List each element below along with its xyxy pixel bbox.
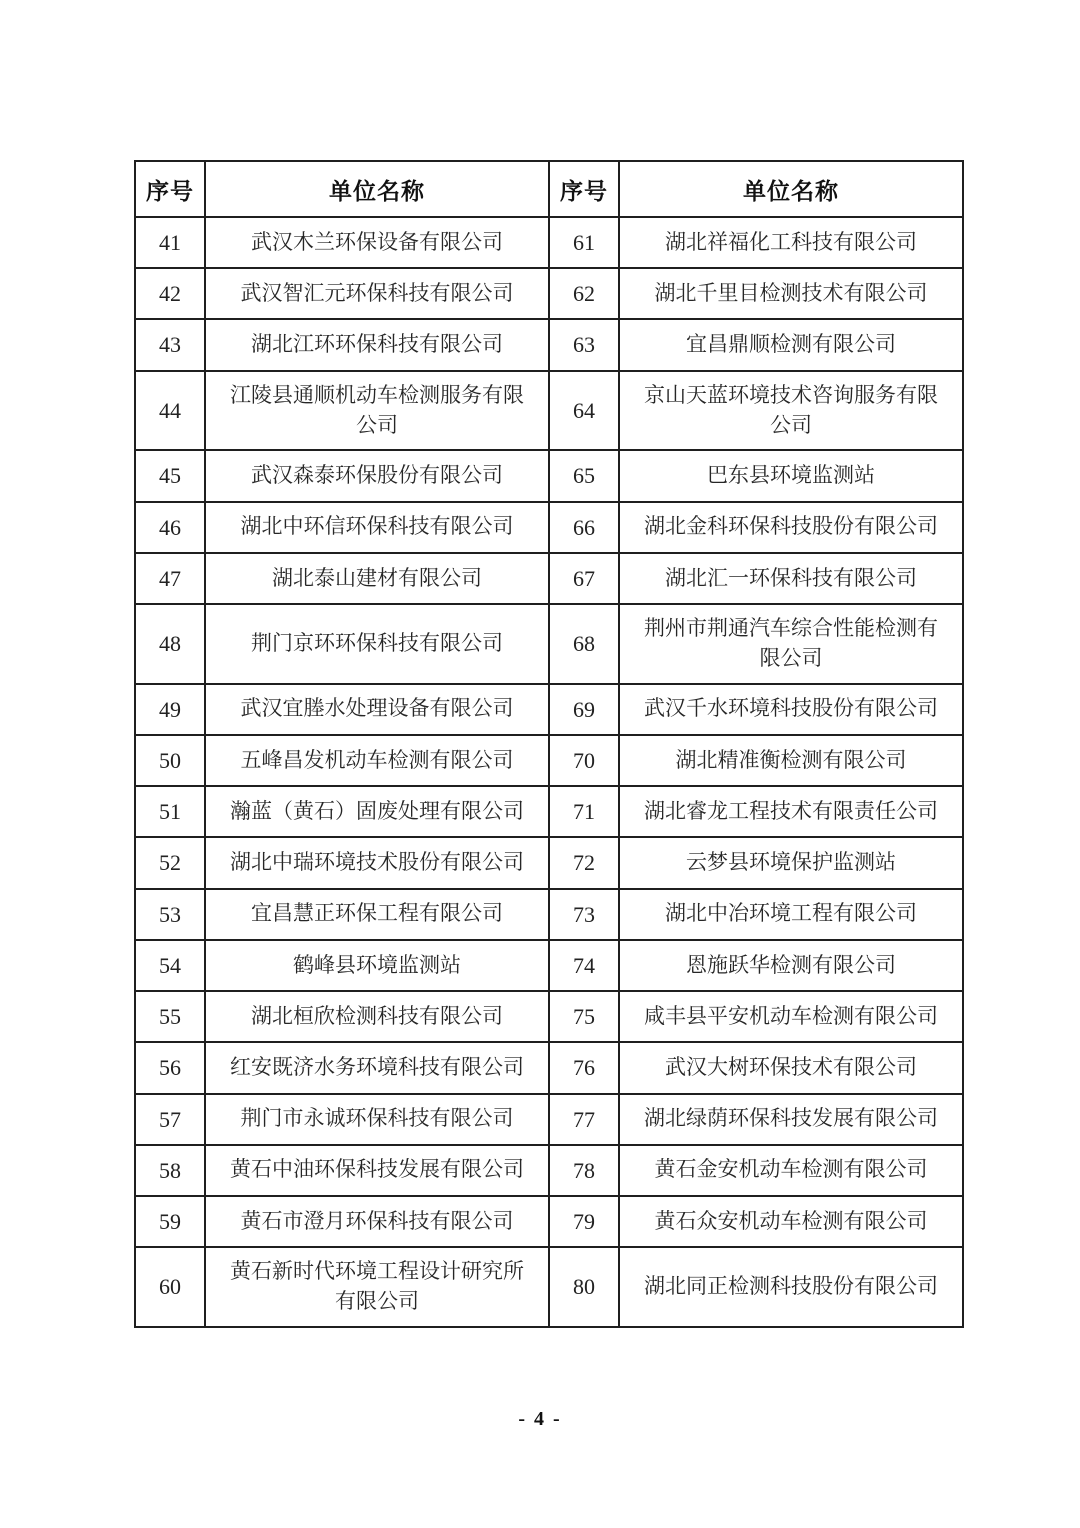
row-seq-right: 80	[549, 1247, 619, 1327]
row-unit-name-left: 湖北江环环保科技有限公司	[205, 319, 549, 370]
row-seq-left: 42	[135, 268, 205, 319]
row-seq-right: 68	[549, 604, 619, 684]
table-row	[135, 889, 963, 940]
row-unit-name-left: 武汉智汇元环保科技有限公司	[205, 268, 549, 319]
row-seq-left: 45	[135, 450, 205, 501]
table-row	[135, 553, 963, 604]
table-row	[135, 319, 963, 370]
row-unit-name-right: 武汉大树环保技术有限公司	[619, 1042, 963, 1093]
row-seq-left: 56	[135, 1042, 205, 1093]
row-seq-left: 53	[135, 889, 205, 940]
row-seq-left: 41	[135, 217, 205, 268]
row-seq-right: 61	[549, 217, 619, 268]
row-unit-name-left: 武汉森泰环保股份有限公司	[205, 450, 549, 501]
row-seq-right: 75	[549, 991, 619, 1042]
row-unit-name-right: 湖北千里目检测技术有限公司	[619, 268, 963, 319]
row-seq-right: 69	[549, 684, 619, 735]
row-seq-left: 50	[135, 735, 205, 786]
row-unit-name-left: 黄石新时代环境工程设计研究所有限公司	[205, 1247, 549, 1327]
row-unit-name-left: 黄石中油环保科技发展有限公司	[205, 1145, 549, 1196]
row-unit-name-left: 武汉木兰环保设备有限公司	[205, 217, 549, 268]
row-unit-name-left: 武汉宜塍水处理设备有限公司	[205, 684, 549, 735]
table-row	[135, 604, 963, 684]
row-unit-name-right: 恩施跃华检测有限公司	[619, 940, 963, 991]
row-seq-right: 77	[549, 1094, 619, 1145]
row-seq-left: 49	[135, 684, 205, 735]
table-row	[135, 371, 963, 451]
table-row	[135, 1094, 963, 1145]
row-unit-name-right: 湖北金科环保科技股份有限公司	[619, 502, 963, 553]
table-row	[135, 1145, 963, 1196]
units-table	[134, 160, 964, 1328]
row-seq-left: 47	[135, 553, 205, 604]
row-seq-right: 62	[549, 268, 619, 319]
row-seq-left: 55	[135, 991, 205, 1042]
row-unit-name-left: 瀚蓝（黄石）固废处理有限公司	[205, 786, 549, 837]
table-row	[135, 684, 963, 735]
row-seq-right: 66	[549, 502, 619, 553]
table-row	[135, 1196, 963, 1247]
header-name-left: 单位名称	[205, 161, 549, 217]
table-body	[135, 217, 963, 1327]
row-unit-name-left: 黄石市澄月环保科技有限公司	[205, 1196, 549, 1247]
row-unit-name-right: 湖北中冶环境工程有限公司	[619, 889, 963, 940]
row-unit-name-right: 武汉千水环境科技股份有限公司	[619, 684, 963, 735]
table-row	[135, 502, 963, 553]
row-seq-left: 60	[135, 1247, 205, 1327]
table-header	[135, 161, 963, 217]
row-unit-name-right: 宜昌鼎顺检测有限公司	[619, 319, 963, 370]
row-seq-right: 71	[549, 786, 619, 837]
row-unit-name-right: 黄石众安机动车检测有限公司	[619, 1196, 963, 1247]
row-seq-left: 59	[135, 1196, 205, 1247]
table-row	[135, 450, 963, 501]
row-unit-name-left: 五峰昌发机动车检测有限公司	[205, 735, 549, 786]
row-seq-right: 74	[549, 940, 619, 991]
row-seq-left: 52	[135, 837, 205, 888]
table-row	[135, 837, 963, 888]
row-unit-name-right: 云梦县环境保护监测站	[619, 837, 963, 888]
row-seq-right: 78	[549, 1145, 619, 1196]
table-row	[135, 735, 963, 786]
row-unit-name-left: 红安既济水务环境科技有限公司	[205, 1042, 549, 1093]
row-seq-right: 65	[549, 450, 619, 501]
row-seq-left: 58	[135, 1145, 205, 1196]
row-seq-left: 48	[135, 604, 205, 684]
row-unit-name-right: 湖北绿荫环保科技发展有限公司	[619, 1094, 963, 1145]
row-unit-name-right: 黄石金安机动车检测有限公司	[619, 1145, 963, 1196]
row-seq-left: 54	[135, 940, 205, 991]
header-name-right: 单位名称	[619, 161, 963, 217]
row-unit-name-left: 湖北中瑞环境技术股份有限公司	[205, 837, 549, 888]
row-unit-name-right: 荆州市荆通汽车综合性能检测有限公司	[619, 604, 963, 684]
row-seq-right: 67	[549, 553, 619, 604]
table-row	[135, 991, 963, 1042]
row-unit-name-right: 湖北精准衡检测有限公司	[619, 735, 963, 786]
row-unit-name-left: 荆门京环环保科技有限公司	[205, 604, 549, 684]
row-seq-right: 64	[549, 371, 619, 451]
row-seq-right: 79	[549, 1196, 619, 1247]
row-unit-name-right: 湖北汇一环保科技有限公司	[619, 553, 963, 604]
row-unit-name-left: 湖北中环信环保科技有限公司	[205, 502, 549, 553]
table-header-row	[135, 161, 963, 217]
table-row	[135, 217, 963, 268]
row-seq-right: 72	[549, 837, 619, 888]
row-unit-name-left: 湖北泰山建材有限公司	[205, 553, 549, 604]
table-row	[135, 940, 963, 991]
row-unit-name-left: 鹤峰县环境监测站	[205, 940, 549, 991]
table-row	[135, 1042, 963, 1093]
row-unit-name-right: 咸丰县平安机动车检测有限公司	[619, 991, 963, 1042]
row-unit-name-right: 京山天蓝环境技术咨询服务有限公司	[619, 371, 963, 451]
header-seq-left: 序号	[135, 161, 205, 217]
row-unit-name-right: 巴东县环境监测站	[619, 450, 963, 501]
row-seq-right: 70	[549, 735, 619, 786]
table-row	[135, 1247, 963, 1327]
row-unit-name-left: 宜昌慧正环保工程有限公司	[205, 889, 549, 940]
row-seq-left: 46	[135, 502, 205, 553]
row-unit-name-right: 湖北祥福化工科技有限公司	[619, 217, 963, 268]
table-row	[135, 268, 963, 319]
row-seq-left: 43	[135, 319, 205, 370]
row-seq-right: 63	[549, 319, 619, 370]
row-unit-name-left: 湖北桓欣检测科技有限公司	[205, 991, 549, 1042]
row-seq-right: 73	[549, 889, 619, 940]
table-row	[135, 786, 963, 837]
page-number: - 4 -	[518, 1408, 562, 1430]
row-unit-name-left: 荆门市永诚环保科技有限公司	[205, 1094, 549, 1145]
row-unit-name-left: 江陵县通顺机动车检测服务有限公司	[205, 371, 549, 451]
row-unit-name-right: 湖北同正检测科技股份有限公司	[619, 1247, 963, 1327]
row-unit-name-right: 湖北睿龙工程技术有限责任公司	[619, 786, 963, 837]
row-seq-right: 76	[549, 1042, 619, 1093]
row-seq-left: 57	[135, 1094, 205, 1145]
row-seq-left: 44	[135, 371, 205, 451]
row-seq-left: 51	[135, 786, 205, 837]
header-seq-right: 序号	[549, 161, 619, 217]
